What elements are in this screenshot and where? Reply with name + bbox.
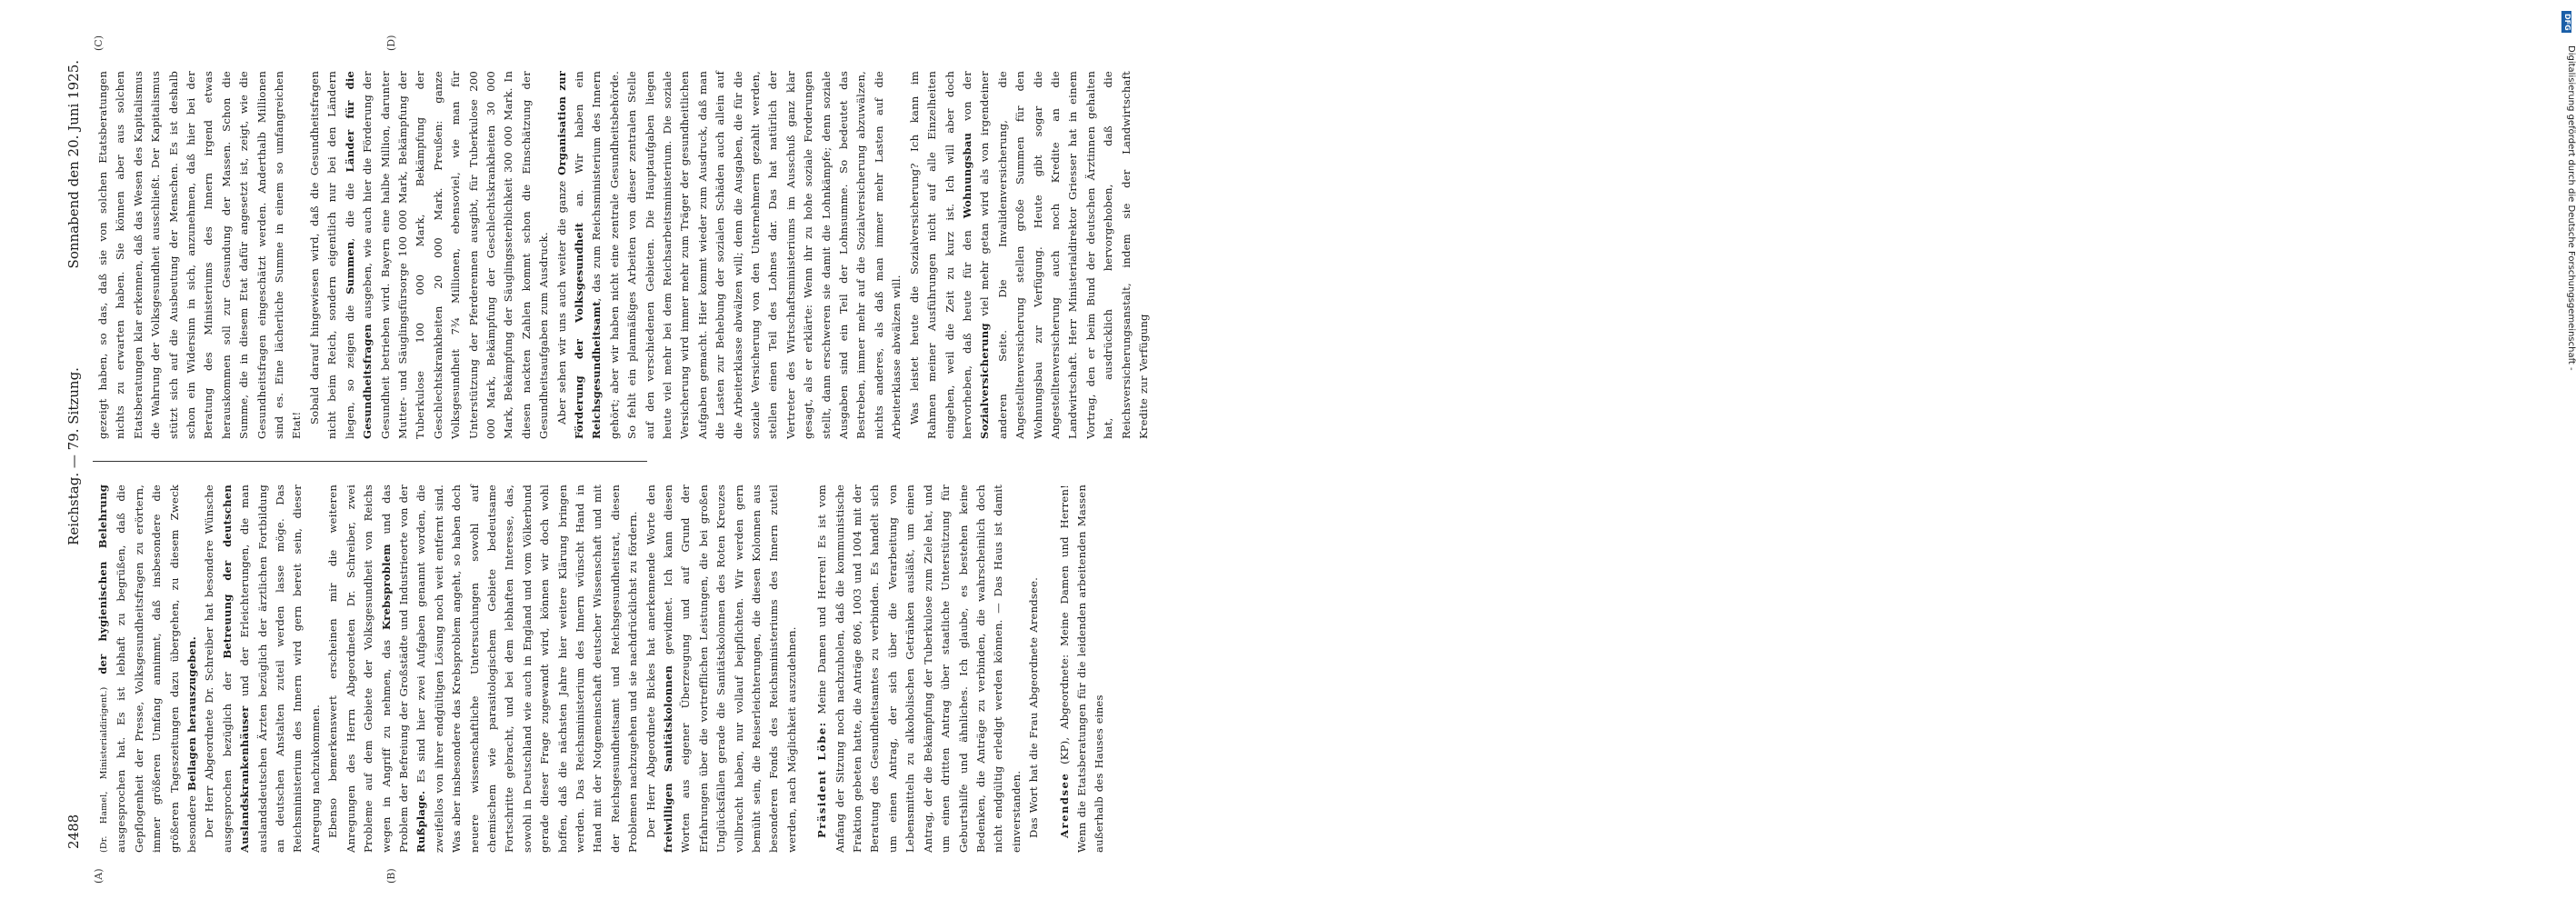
text-run: viel mehr getan wird als von irgendeiner anderen Seite. Die Invalidenversicherung, die Angestelltenversicherung stellen große Summen für den Wohnungsbau zur Verfügung. Heute gibt sogar die Angestelltenversicherung auch noch Kredite an die Landwirtschaft. Herr Ministerialdirektor Griesser hat in einem Vortrag, den er beim Bund der deutschen Ärztinnen gehalten hat, ausdrücklich hervorgehoben, daß die Reichsversicherungsanstalt, indem sie der Landwirtschaft Kredite zur Verfügung (978, 71, 1150, 439)
margin-marker-d: (D) (385, 35, 397, 51)
dfg-logo-badge: DFG (2561, 11, 2571, 33)
bold-term: der hygienischen Belehrung (96, 484, 109, 674)
bold-term: Wohnungsbau (960, 132, 973, 219)
text-run: Sobald darauf hingewiesen wird, daß die Gesundheitsfragen nicht beim Reich, sondern eigentlich nur bei den Ländern liegen, so zeigen die (307, 71, 356, 439)
text-run: (KP), Abgeordnete: Meine Damen und Herren! Wenn die Etatsberatungen für die leidenden arbeitenden Massen außerhalb des Hauses eines (1057, 484, 1106, 853)
bold-term: freiwilligen Sanitätskolonnen (662, 664, 674, 853)
text-run: an. Wir haben ein (572, 71, 585, 207)
paragraph (554, 71, 906, 439)
paragraph (814, 484, 1025, 853)
paragraph (95, 484, 201, 853)
bold-term: Rußplage. (414, 790, 428, 853)
header-date: Sonnabend den 20. Juni 1925. (65, 60, 82, 269)
text-run: und das Problem der Befreiung der Großstädte und Industrieorte von der (379, 484, 410, 853)
paragraph (1025, 484, 1043, 853)
paragraph (306, 71, 554, 439)
margin-marker-c: (C) (93, 35, 105, 51)
bold-term: Summen (343, 241, 356, 295)
speaker-name: Präsident Löbe: (815, 721, 829, 838)
text-run: Ebenso bemerkenswert erscheinen mir die weiteren Anregungen des Herrn Abgeordneten Dr. Schreiber, zwei Probleme auf dem Gebiete der Volksgesundheit von Reichs wegen in Angriff zu nehmen, das (326, 484, 393, 853)
rotated-page-content (65, 35, 1150, 884)
text-run: Es sind hier zwei Aufgaben genannt worden, die zweifellos von ihrer endgültigen Lösung noch weit entfernt sind. Was aber insbesondere das Krebsproblem angeht, so haben doch neuere wissenschaftliche Untersuchungen sowohl auf chemischem wie parasitologischem Gebiete bedeutsame Fortschritte gebracht, und bei dem lebhaften Interesse, das, sowohl in Deutschland wie auch in England und vom Völkerbund gerade dieser Frage zugewandt wird, können wir doch wohl hoffen, daß die nächsten Jahre hier weitere Klärung bringen werden. Das Reichsministerium des Innern wünscht Hand in Hand mit der Notgemeinschaft deutscher Wissenschaft und mit der Reichsgesundheitsamt und Reichsgesundheitsrat, diesen Problemen nachzugehen und sie nachdrücklichst zu fördern. (414, 484, 640, 853)
margin-marker-a: (A) (93, 868, 105, 884)
paragraph (906, 71, 1153, 439)
paragraph (643, 484, 802, 853)
bold-term: Organisation zur Förderung der Volksgesundheit (554, 70, 585, 439)
text-run: Meine Damen und Herren! Es ist vom Anfang der Sitzung noch nachzuholen, daß die kommunistische Fraktion gebeten hatte, die Anträge 806, 1003 und 1004 mit der Beratung des Gesundheitsamtes zu verbinden. Es handelt sich um einen Antrag, der sich über die Verarbeitung von Lebensmitteln zu alkoholischen Getränken ausläßt, um einen Antrag, der die Bekämpfung der Tuberkulose zum Ziele hat, und um einen dritten Antrag über staatliche Unterstützung für Geburtshilfe und ähnliches. Ich glaube, es bestehen keine Bedenken, die Anträge zu verbinden, die wahrscheinlich doch nicht endgültig erledigt werden können. — Das Haus ist damit einverstanden. (815, 484, 1023, 853)
bold-term: Länder für die Gesundheitsfragen (343, 71, 374, 439)
scanned-page (0, 0, 1273, 909)
page-number: 2488 (65, 814, 82, 849)
paragraph (201, 484, 324, 853)
text-run: , das zum Reichsministerium des Innern gehört; aber wir haben nicht eine zentrale Gesundheitsbehörde. So fehlt ein planmäßiges Arbeiten von dieser zentralen Stelle auf den verschiedenen Gebieten. Die Hauptaufgaben liegen heute viel mehr bei dem Reichsarbeitsministerium. Die soziale Versicherung wird immer mehr zum Träger der gesundheitlichen Aufgaben gemacht. Hier kommt wieder zum Ausdruck, daß man die Lasten zur Behebung der sozialen Schäden auch allein auf die Arbeiterklasse abwälzen will; denn die Ausgaben, die für die soziale Versicherung von den Unternehmern gezahlt werden, stellen einen Teil des Lohnes dar. Das hat natürlich der Vertreter des Wirtschaftsministeriums im Ausschuß ganz klar gesagt, als er erklärte: Wenn ihr zu hohe soziale Forderungen stellt, dann erschweren sie damit die Lohnkämpfe; denn soziale Ausgaben sind ein Teil der Lohnsumme. So bedeutet das Bestreben, immer mehr auf die Sozialversicherung abzuwälzen, nichts anderes, als daß man immer mehr Lasten auf die Arbeiterklasse abwälzen will. (590, 71, 904, 439)
paragraph (324, 484, 642, 853)
text-run: ausgesprochen hat. Es ist lebhaft zu begrüßen, daß die Gepflogenheit der Presse, Volksgesundheitsfragen zu erörtern, immer größeren Umfang annimmt, daß insbesondere die größeren Tageszeitungen dazu übergehen, zu diesem Zweck besondere (115, 484, 199, 853)
text-run: Was leistet heute die Sozialversicherung? Ich kann im Rahmen meiner Ausführungen nicht auf alle Einzelheiten eingehen, weil die Zeit zu kurz ist. Ich will aber doch hervorheben, daß heute für den (907, 71, 973, 439)
bold-term: Beilagen herauszugeben. (185, 636, 199, 791)
text-run: , die die (343, 183, 356, 242)
bold-term: Sozialversicherung (978, 323, 992, 439)
page-header (65, 60, 85, 853)
text-run: Das Wort hat die Frau Abgeordnete Arendsee. (1027, 576, 1041, 838)
margin-marker-b: (B) (385, 868, 397, 884)
header-title: Reichstag. — 79. Sitzung. (65, 367, 82, 545)
text-run: gewidmet. Ich kann diesen Worten aus eigener Überzeugung und auf Grund der Erfahrungen über die vortrefflichen Leistungen, die bei großen Unglücksfällen gerade die Sanitätskolonnen des Roten Kreuzes vollbracht haben, nur vollauf beipflichten. Wir werden gern bemüht sein, die Reiserleichterungen, die diesen Kolonnen aus besonderen Fonds des Reichsministeriums des Innern zuteil werden, nach Möglichkeit auszudehnen. (662, 484, 798, 853)
text-run: von der (960, 71, 973, 121)
left-column (95, 484, 1109, 853)
text-run: Der Herr Abgeordnete Dr. Schreiber hat besondere Wünsche ausgesprochen bezüglich der (203, 484, 234, 853)
text-run: Aber sehen wir uns auch weiter die ganze (554, 180, 568, 425)
speaker-name: Arendsee (1057, 772, 1071, 838)
paragraph (1056, 484, 1109, 853)
bold-term: Krebsproblem (379, 544, 393, 630)
speaker-prefix: (Dr. Hamel, Ministerialdirigent.) (99, 686, 109, 853)
digitization-credit: Digitalisierung gefördert durch die Deutsche Forschungsgemeinschaft - (2566, 45, 2576, 371)
paragraph (95, 71, 306, 439)
text-run: Der Herr Abgeordnete Bickes hat anerkennende Worte den (644, 484, 657, 838)
text-run: und der Erleichterungen, die man auslandsdeutschen Ärzten bezüglich der ärztlichen Fortbildung an deutschen Anstalten zuteil werden lasse möge. Das Reichsministerium des Innern wird gern bereit sein, dieser Anregung nachzukommen. (238, 484, 322, 853)
bold-term: Reichsgesundheitsamt (590, 301, 604, 439)
text-run: ausgeben, wie auch hier die Förderung der Gesundheit betrieben wird. Bayern eine halbe Million, darunter Mutter- und Säuglingsfürsorge 100 000 Mark, Bekämpfung der Tuberkulose 100 000 Mark, Bekämpfung der Geschlechtskrankheiten 20 000 Mark. Preußen: ganze Volksgesundheit 7¾ Millionen, ebensoviel, wie man für Unterstützung der Pferderennen ausgibt, für Tuberkulose 200 000 Mark, Bekämpfung der Geschlechtskrankheiten 30 000 Mark, Bekämpfung der Säuglingssterblichkeit 300 000 Mark. In diesen nackten Zahlen kommt schon die Einschätzung der Gesundheitsaufgaben zum Ausdruck. (361, 71, 551, 439)
bold-term: Betreuung der deutschen Auslandskrankenhäuser (220, 484, 252, 853)
column-divider (93, 461, 647, 462)
right-column (95, 71, 1153, 439)
digitization-sidebar (1273, 0, 2576, 909)
text-run: gezeigt haben, so das, daß sie von solchen Etatsberatungen nichts zu erwarten haben. Sie können aber aus solchen Etatsberatungen klar erkennen, daß das Wesen des Kapitalismus die Wahrung der Volksgesundheit ausschließt. Der Kapitalismus stützt sich auf die Ausbeutung der Menschen. Es ist deshalb schon ein Widersinn in sich, anzunehmen, daß hier bei der Beratung des Ministeriums des Innern irgend etwas herauskommen soll zur Gesundung der Massen. Schon die Summe, die in diesem Etat dafür angesetzt ist, zeigt, wie die Gesundheitsfragen eingeschätzt werden. Anderthalb Millionen sind es. Eine lächerliche Summe in einem so umfangreichen Etat! (96, 71, 304, 439)
